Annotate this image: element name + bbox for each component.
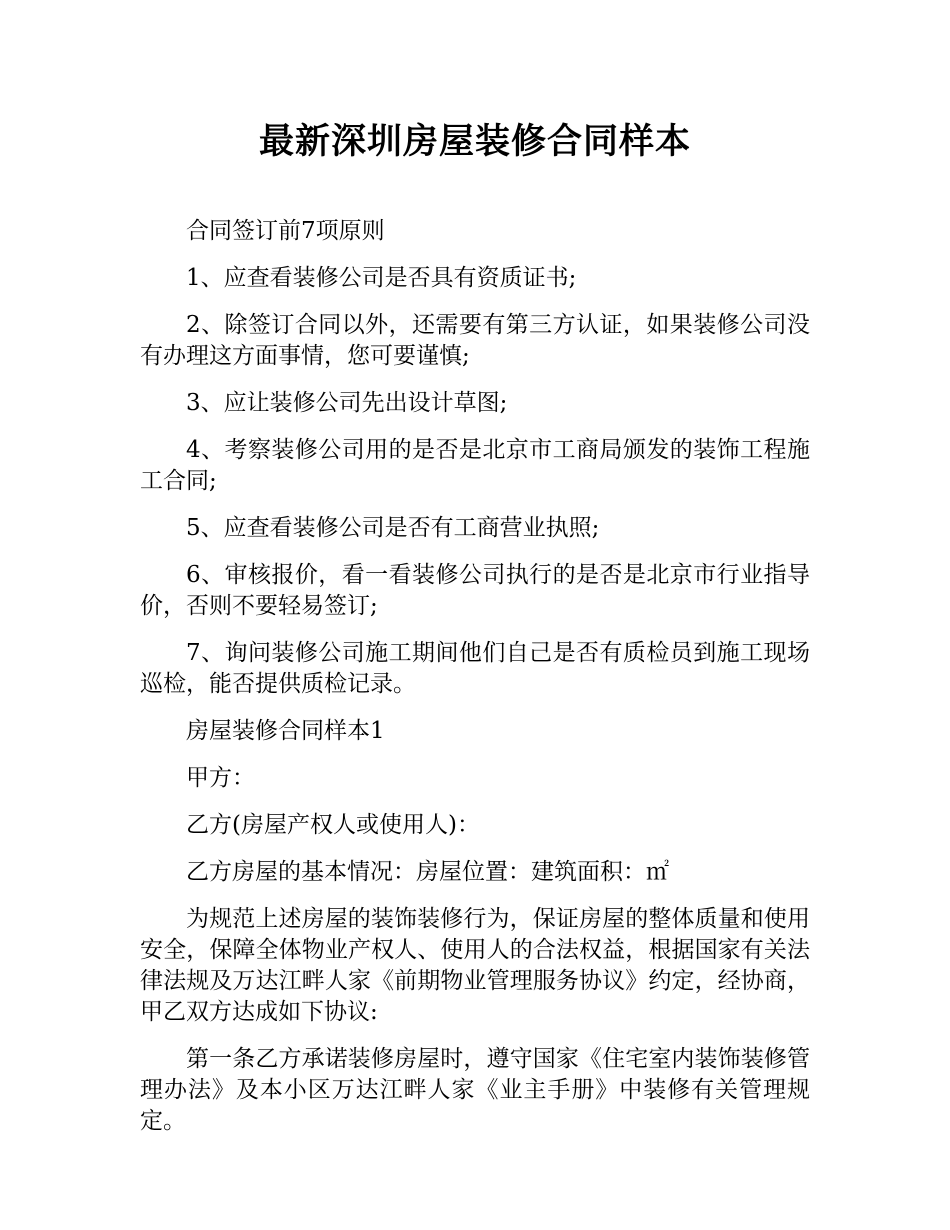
article-1-paragraph: 第一条乙方承诺装修房屋时，遵守国家《住宅室内装饰装修管理办法》及本小区万达江畔人家《业主手册》中装修有关管理规定。: [140, 1046, 810, 1134]
principle-item-4: 4、考察装修公司用的是否是北京市工商局颁发的装饰工程施工合同;: [140, 437, 810, 494]
principle-item-6: 6、审核报价，看一看装修公司执行的是否是北京市行业指导价，否则不要轻易签订;: [140, 562, 810, 619]
document-title: 最新深圳房屋装修合同样本: [258, 122, 691, 162]
party-a-line: 甲方：: [186, 765, 255, 791]
sample-contract-heading: 房屋装修合同样本1: [186, 718, 385, 744]
party-b-line: 乙方(房屋产权人或使用人)：: [186, 812, 480, 838]
principle-item-1: 1、应查看装修公司是否具有资质证书;: [186, 265, 577, 291]
principle-item-2: 2、除签订合同以外，还需要有第三方认证，如果装修公司没有办理这方面事情，您可要谨慎;: [140, 312, 810, 369]
principle-item-5: 5、应查看装修公司是否有工商营业执照;: [186, 515, 600, 541]
principle-item-3: 3、应让装修公司先出设计草图;: [186, 390, 508, 416]
preamble-paragraph: 为规范上述房屋的装饰装修行为，保证房屋的整体质量和使用安全，保障全体物业产权人、使用人的合法权益，根据国家有关法律法规及万达江畔人家《前期物业管理服务协议》约定，经协商，甲乙双方达成如下协议:: [140, 906, 810, 1025]
document-body: [140, 216, 810, 1137]
property-info-line: 乙方房屋的基本情况：房屋位置：建筑面积：㎡: [186, 859, 669, 885]
section-heading-principles: 合同签订前7项原则: [186, 218, 385, 244]
principle-item-7: 7、询问装修公司施工期间他们自己是否有质检员到施工现场巡检，能否提供质检记录。: [140, 640, 810, 697]
